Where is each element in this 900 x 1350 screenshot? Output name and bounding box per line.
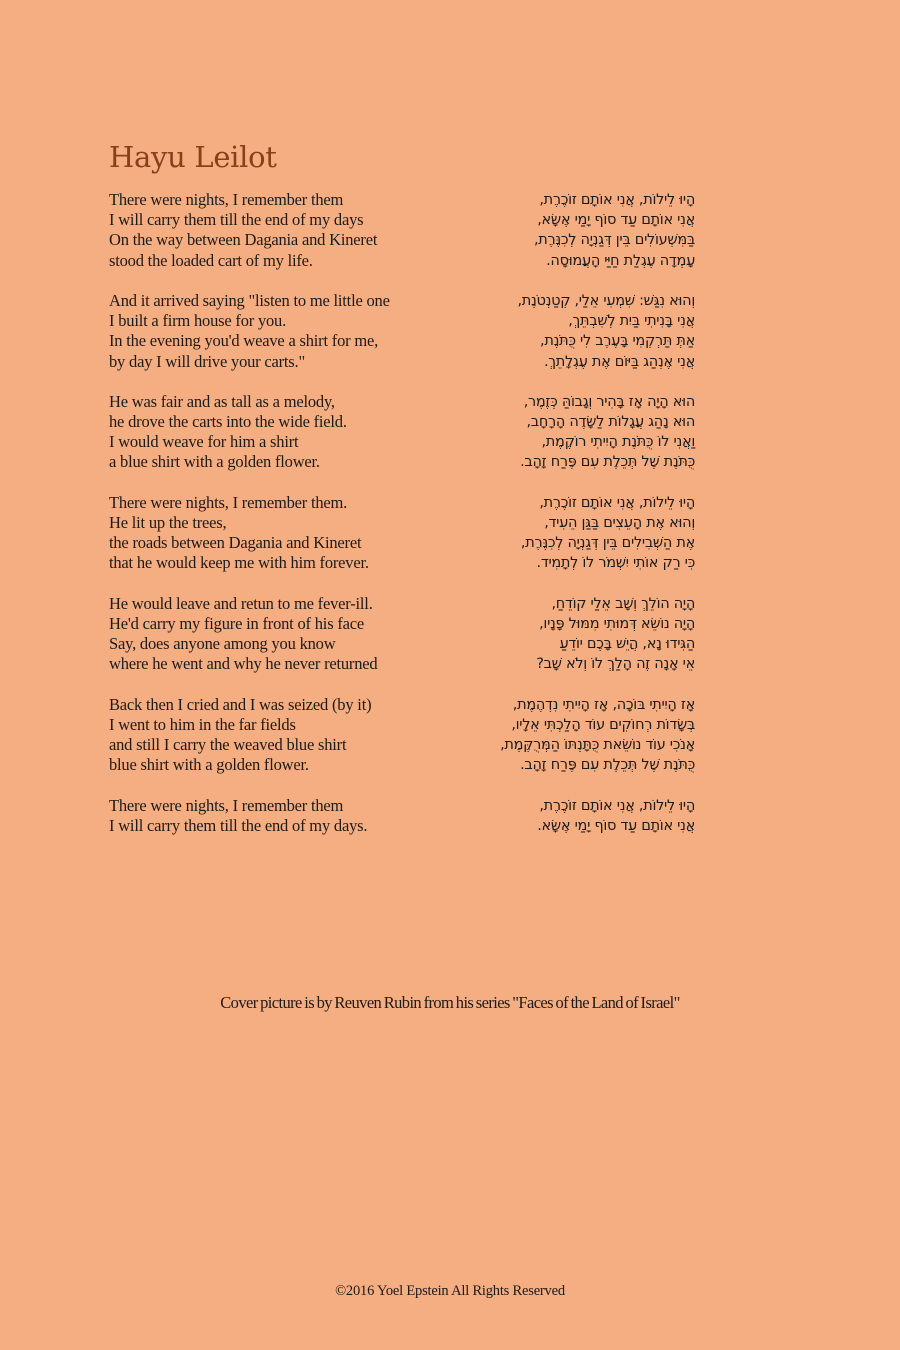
hebrew-verse	[520, 392, 695, 473]
english-line: There were nights, I remember them	[109, 795, 344, 815]
english-line: He would leave and retun to me fever-ill.	[109, 593, 373, 613]
hebrew-line: וְהוּא נִגַּשׁ: שִׁמְעִי אֵלַי, קְטַנְטֹנֶת,	[517, 292, 695, 309]
english-verse	[109, 493, 369, 574]
hebrew-line: וְהוּא אֶת הָעֵצִים בַּגַּן הֵעִיד,	[544, 515, 695, 531]
stanza	[109, 594, 695, 675]
hebrew-verse	[536, 594, 695, 675]
stanza	[109, 392, 695, 473]
hebrew-line: וַאֲנִי לוֹ כֻּתֹּנֶת הָיִיתִי רוֹקֶמֶת,	[541, 434, 695, 451]
stanza	[109, 190, 695, 271]
hebrew-line: כִּי רַק אוֹתִי יִשְׁמֹר לוֹ לְתָמִיד.	[536, 555, 695, 572]
english-line: that he would keep me with him forever.	[109, 553, 369, 573]
hebrew-line: אֲנִי אוֹתָם עַד סוֹף יָמַי אֶשָּׂא,	[537, 212, 695, 229]
english-line: I went to him in the far fields	[109, 714, 296, 734]
english-line: by day I will drive your carts."	[109, 351, 305, 371]
english-line: He'd carry my figure in front of his face	[109, 613, 365, 633]
english-line: He lit up the trees,	[109, 513, 227, 532]
hebrew-line: הָיוּ לֵילוֹת, אֲנִי אוֹתָם זוֹכֶרֶת,	[539, 494, 695, 511]
hebrew-line: אֵי אָנָה זֶה הָלַךְ לוֹ וְלֹא שָׁב?	[536, 656, 695, 673]
hebrew-line: אֶת הַשְּׁבִילִים בֵּין דְּגַנְיָה לְכִנֶּרֶת,	[520, 535, 695, 552]
english-verse	[109, 190, 377, 271]
hebrew-line: אֲנִי אוֹתָם עַד סוֹף יָמַי אֶשָּׂא.	[537, 817, 695, 834]
english-line: There were nights, I remember them	[109, 190, 344, 209]
english-line: I will carry them till the end of my days	[109, 210, 364, 230]
english-line: I will carry them till the end of my days.	[109, 815, 368, 835]
english-line: stood the loaded cart of my life.	[109, 250, 313, 270]
hebrew-line: אַתְּ תַּרְקְמִי בָּעֶרֶב לִי כֻּתֹּנֶת,	[540, 333, 695, 350]
copyright-notice: ©2016 Yoel Epstein All Rights Reserved	[335, 1283, 565, 1299]
english-line: There were nights, I remember them.	[109, 492, 348, 512]
hebrew-line: כֻּתֹּנֶת שֶׁל תְּכֵלֶת עִם פֶּרַח זָהָב.	[520, 757, 695, 774]
hebrew-line: עָמְדָה עֶגְלַת חַיַּי הָעֲמוּסָה.	[546, 252, 695, 269]
hebrew-line: אֲנִי אֶנְהַג בַּיּוֹם אֶת עֶגְלָתֵךְ.	[543, 353, 695, 370]
hebrew-line: הָיוּ לֵילוֹת, אֲנִי אוֹתָם זוֹכֶרֶת,	[539, 797, 695, 814]
poem	[109, 190, 695, 836]
english-line: In the evening you'd weave a shirt for me,	[109, 331, 379, 351]
hebrew-line: הוּא הָיָה אָז בָּהִיר וְגָבוֹהַּ כְּזֶמֶר,	[523, 393, 695, 410]
stanza	[109, 291, 695, 372]
stanza	[109, 493, 695, 574]
hebrew-verse	[521, 493, 695, 574]
english-line: I would weave for him a shirt	[109, 432, 299, 452]
english-line: On the way between Dagania and Kineret	[109, 230, 378, 250]
hebrew-line: הַגִּידוּ נָא, הֲיֵשׁ בָּכֶם יוֹדֵעַ	[559, 636, 695, 653]
hebrew-line: כֻּתֹּנֶת שֶׁל תְּכֵלֶת עִם פֶּרַח זָהָב.	[520, 454, 695, 471]
english-line: he drove the carts into the wide field.	[109, 412, 347, 432]
hebrew-line: בַּמִּשְׁעוֹלִים בֵּין דְּגַנְיָה לְכִנֶּרֶת,	[534, 232, 695, 249]
hebrew-verse	[500, 695, 695, 776]
stanza	[109, 695, 695, 776]
english-line: Say, does anyone among you know	[109, 634, 336, 654]
english-verse	[109, 594, 377, 675]
english-line: blue shirt with a golden flower.	[109, 755, 309, 775]
english-line: Back then I cried and I was seized (by it)	[109, 694, 372, 714]
english-line: And it arrived saying "listen to me little one	[109, 290, 390, 310]
hebrew-line: הָיוּ לֵילוֹת, אֲנִי אוֹתָם זוֹכֶרֶת,	[539, 192, 695, 208]
english-line: I built a firm house for you.	[109, 311, 287, 331]
english-line: and still I carry the weaved blue shirt	[109, 735, 347, 755]
hebrew-line: אָז הָיִיתִי בּוֹכָה, אָז הָיִיתִי נִדְהֶמֶת,	[512, 696, 695, 713]
cover-credit: Cover picture is by Reuven Rubin from his series "Faces of the Land of Israel"	[220, 993, 680, 1012]
english-verse	[109, 695, 371, 776]
hebrew-line: הָיָה נוֹשֵׂא דְּמוּתִי מִמּוּל פָּנָיו,	[539, 615, 695, 632]
hebrew-verse	[534, 190, 695, 271]
english-line: a blue shirt with a golden flower.	[109, 452, 320, 472]
hebrew-line: אָנֹכִי עוֹד נוֹשֵׂאת כֻּתָּנְתּוֹ הַמְּרֻקֶּמֶת,	[500, 737, 695, 754]
english-verse	[109, 796, 367, 836]
hebrew-verse	[517, 291, 695, 372]
page-title: Hayu Leilot	[109, 140, 277, 174]
hebrew-line: בְּשָׂדוֹת רְחוֹקִים עוֹד הָלַכְתִּי אֵלָיו,	[511, 716, 695, 733]
english-verse	[109, 291, 390, 372]
english-line: He was fair and as tall as a melody,	[109, 391, 335, 411]
english-line: the roads between Dagania and Kineret	[109, 533, 362, 553]
english-line: where he went and why he never returned	[109, 654, 378, 674]
english-verse	[109, 392, 347, 473]
hebrew-line: הוּא נָהַג עֲגָלוֹת לַשָּׂדֶה הָרָחָב,	[526, 414, 695, 431]
stanza	[109, 796, 695, 836]
hebrew-verse	[537, 796, 695, 836]
hebrew-line: אֲנִי בָּנִיתִי בַּיִת לְשִׁבְתֵּךְ,	[568, 313, 695, 330]
hebrew-line: הָיָה הוֹלֵךְ וְשָׁב אֵלַי קוֹדֵחַ,	[551, 595, 695, 612]
